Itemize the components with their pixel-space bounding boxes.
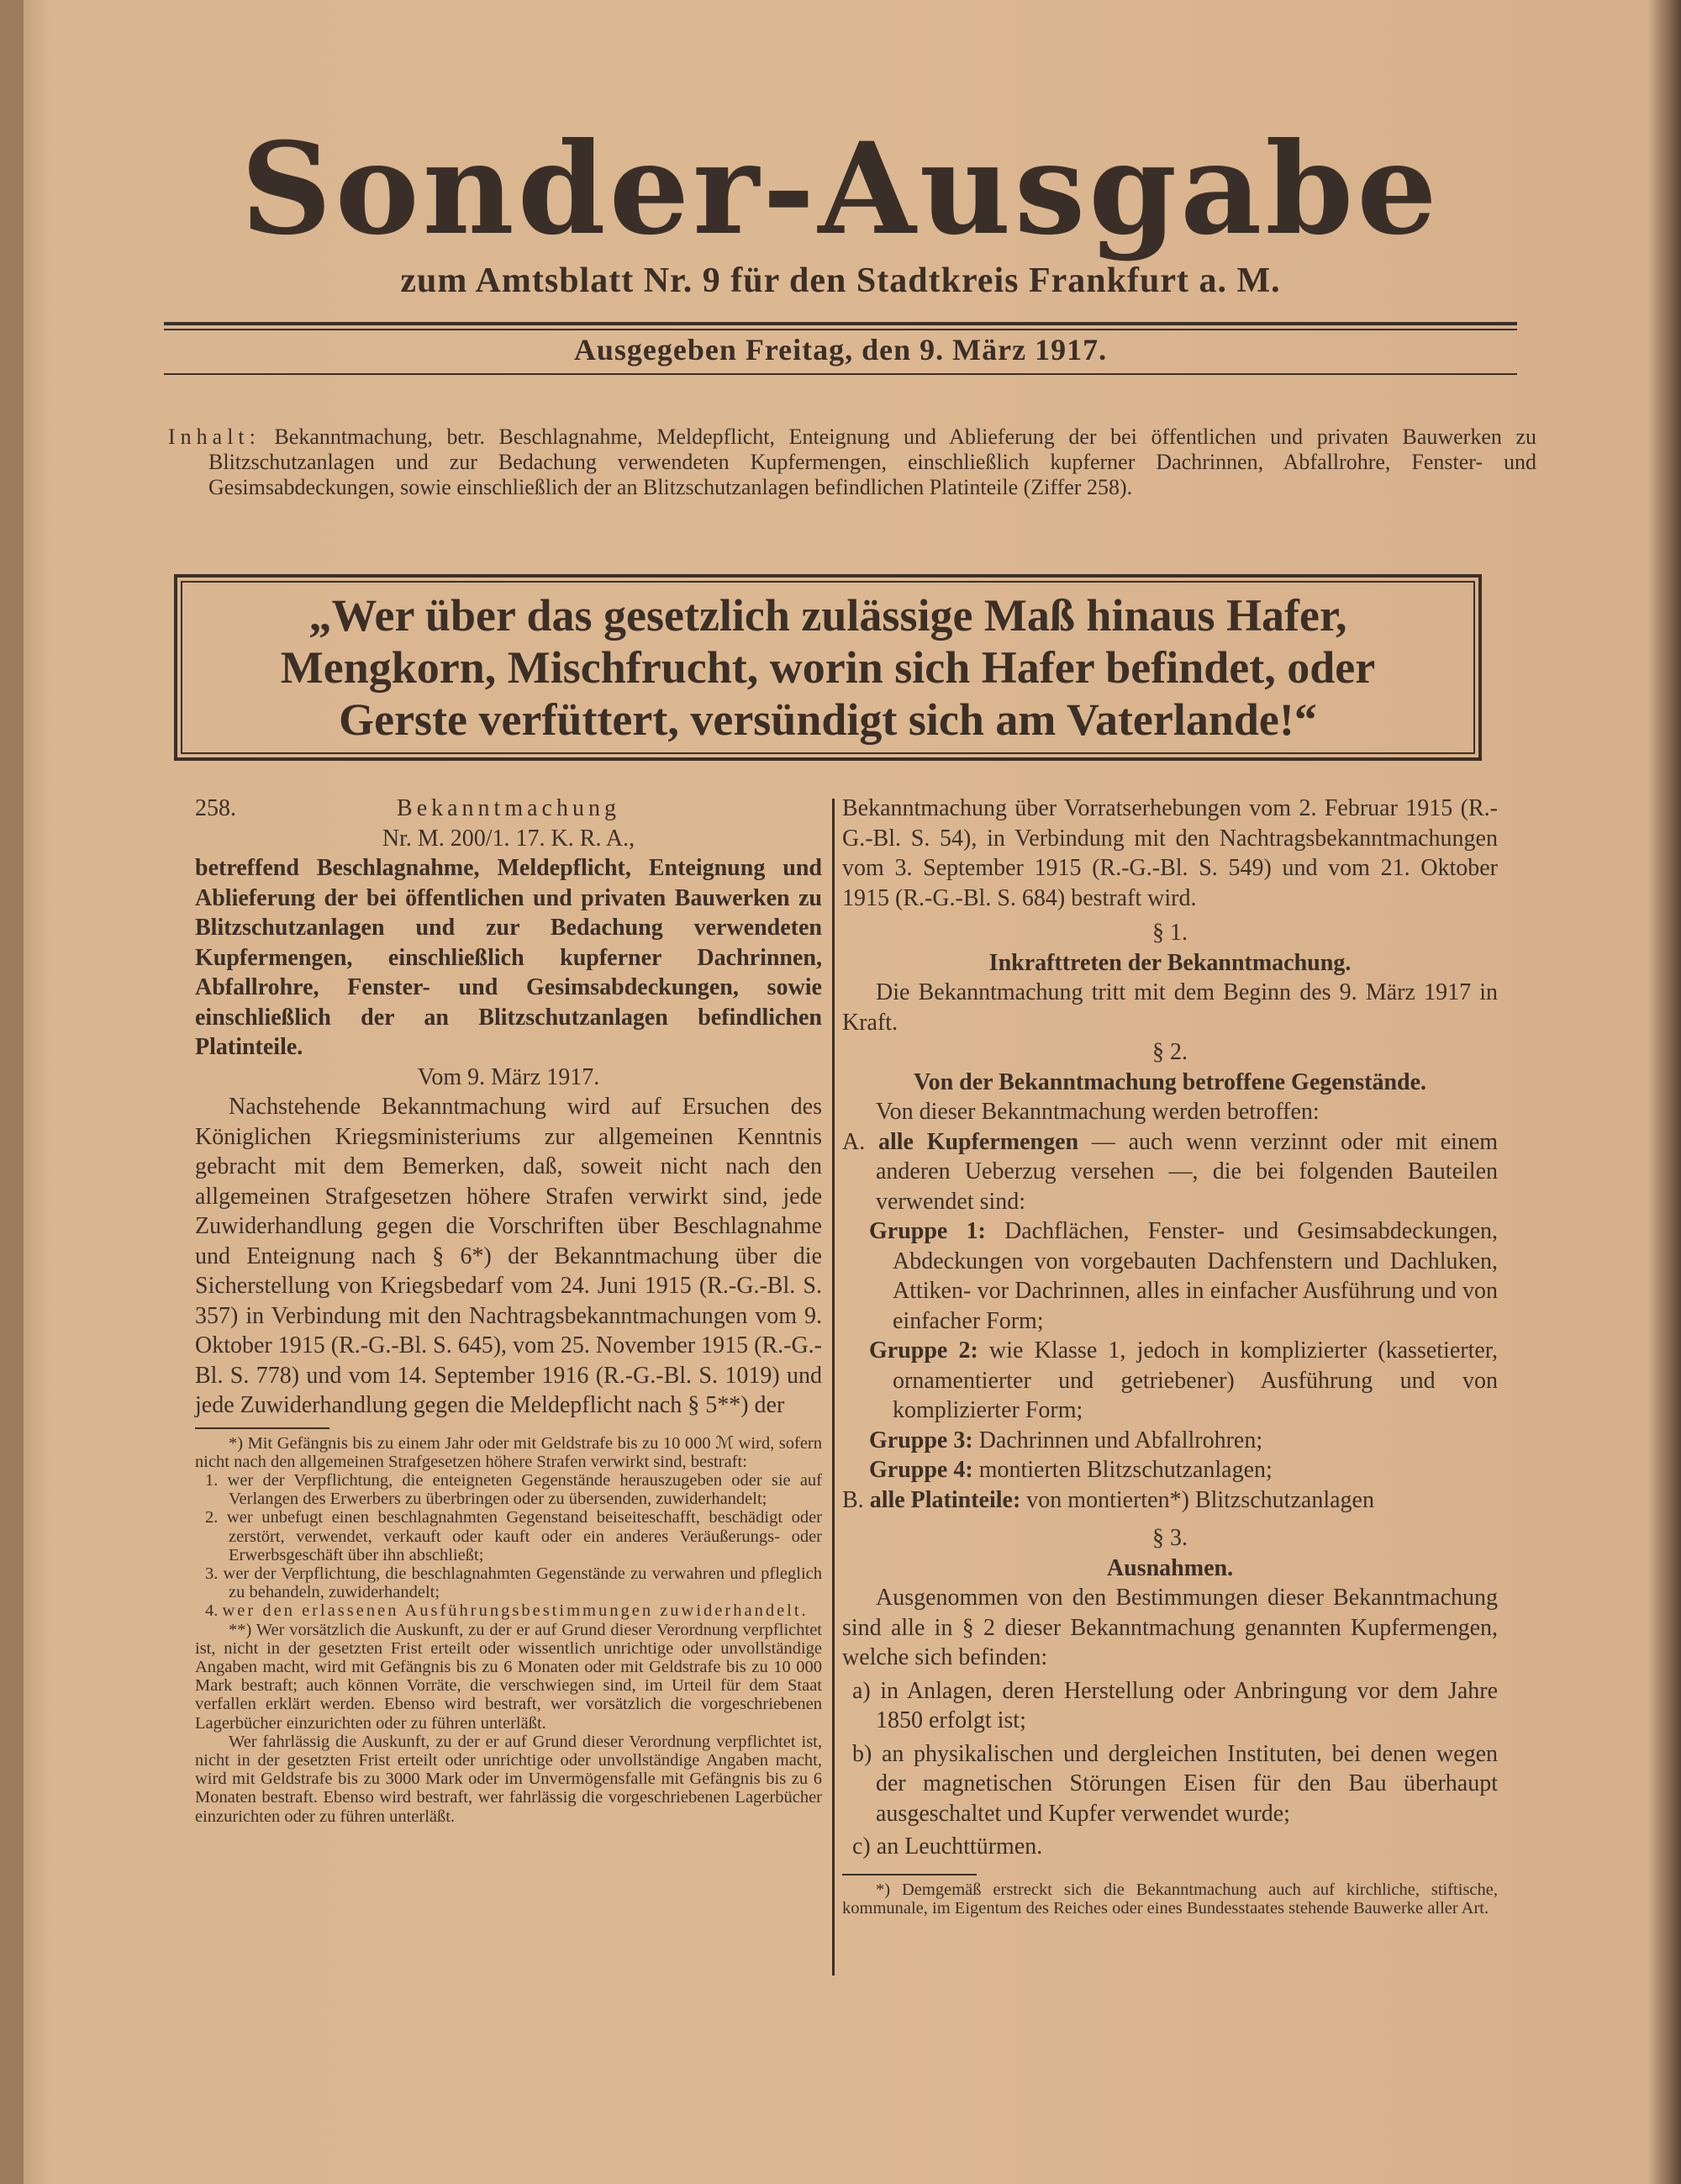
group-label: Gruppe 1: [869,1218,986,1244]
list-item-b [842,1485,1498,1516]
column-divider [832,799,835,1976]
notice-subject: betreffend Beschlagnahme, Meldepflicht, Enteignung und Ablieferung der bei öffentlichen und privaten Bauwerken zu Blitzschutzanlagen und zur Bedachung verwendeten Kupfermengen, einschließlich kupferner Dachrinnen, Abfallrohre, Fenster- und Gesimsabdeckungen, sowie einschließlich der an Blitzschutzanlagen befindlichen Platinteile. [195,855,822,1060]
group-label: Gruppe 3: [869,1427,973,1453]
quote-line: Gerste verfüttert, versündigt sich am Vaterlande!“ [339,694,1317,745]
section-intro: Von dieser Bekanntmachung werden betroffen: [876,1099,1320,1125]
book-binding-edge [0,0,24,2184]
footnote-1 [195,1434,822,1621]
group-text: Dachflächen, Fenster- und Gesimsabdeckungen, Abdeckungen von vorgebauten Dachfenstern und Dachluken, Attiken- vor Dachrinnen, alles in einfacher Ausführung und von einfacher Form; [893,1218,1498,1334]
exception-item [842,1676,1498,1736]
quote-box [174,574,1482,761]
group-label: Gruppe 2: [869,1337,978,1364]
footnote-intro: *) Mit Gefängnis bis zu einem Jahr oder mit Geldstrafe bis zu 10 000 ℳ wird, sofern nicht nach den allgemeinen Strafgesetzen höhere Strafen verwirkt sind, bestraft: [195,1433,822,1471]
list-item: in Anlagen, deren Herstellung oder Anbringung vor dem Jahre 1850 erfolgt ist; [876,1677,1498,1733]
footnote-rule [842,1874,977,1875]
list-label: A. [842,1128,866,1155]
page-title: Sonder-Ausgabe [240,115,1441,263]
list-item: wer der Verpflichtung, die beschlagnahmten Gegenstände zu verwahren und pfleglich zu behandeln, zuwiderhandelt; [223,1564,822,1602]
notice-date: Vom 9. März 1917. [417,1063,600,1090]
section-number: § 2. [1152,1039,1188,1065]
exception-item [842,1832,1498,1862]
footnote-paragraph: **) Wer vorsätzlich die Auskunft, zu der er auf Grund dieser Verordnung verpflichtet ist, nicht in der gesetzten Frist erteilt oder wissentlich unrichtige oder unvollständige Angaben macht, wird mit Gefängnis bis zu 6 Monaten oder mit Geldstrafe bis zu 10 000 Mark bestraft; auch können Vorräte, die verschwiegen sind, im Urteil für dem Staat verfallen erklärt werden. Ebenso wird bestraft, wer vorsätzlich die vorgeschriebenen Lagerbücher einzurichten oder zu führen unterläßt. [195,1620,822,1733]
notice-heading: Bekanntmachung [397,795,620,821]
section-intro: Ausgenommen von den Bestimmungen dieser Bekanntmachung sind alle in § 2 dieser Bekanntmachung genannten Kupfermengen, welche sich befinden: [842,1585,1498,1670]
group-text: Dachrinnen und Abfallrohren; [978,1427,1263,1453]
list-label: c) [852,1833,871,1860]
list-label: a) [852,1677,871,1704]
quote-line: Mengkorn, Mischfrucht, worin sich Hafer befindet, oder [280,642,1376,693]
item-number: 258. [195,795,236,821]
group-item [842,1455,1498,1485]
right-column [842,794,1498,1918]
list-item-a [842,1127,1498,1217]
list-item: wer den erlassenen Ausführungsbestimmungen zuwiderhandelt. [222,1601,809,1621]
section-title: Inkrafttreten der Bekanntmachung. [988,949,1352,976]
list-item: wer unbefugt einen beschlagnahmten Gegenstand beiseiteschafft, beschädigt oder zerstört, verwendet, verkauft oder kauft oder ein anderes Veräußerungs- oder Erwerbsgeschäft über ihn abschließt; [226,1508,823,1564]
list-label: b) [852,1740,872,1767]
group-label: Gruppe 4: [869,1457,973,1483]
list-text: — auch wenn verzinnt oder mit einem anderen Ueberzug versehen —, die bei folgenden Bauteilen verwendet sind: [876,1128,1499,1215]
footnote-rule [195,1427,329,1429]
list-item: wer der Verpflichtung, die enteigneten Gegenstände herauszugeben oder sie auf Verlangen des Erwerbers zu überbringen oder zu übersenden, zuwiderhandelt; [227,1470,823,1509]
section-number: § 1. [1152,920,1188,946]
section-text: Die Bekanntmachung tritt mit dem Beginn des 9. März 1917 in Kraft. [842,979,1498,1036]
contents-label: Inhalt: [168,425,261,449]
group-item [842,1336,1498,1426]
section-title: Von der Bekanntmachung betroffene Gegenstände. [913,1068,1427,1095]
continuation-text: Bekanntmachung über Vorratserhebungen vom 2. Februar 1915 (R.-G.-Bl. S. 54), in Verbindung mit den Nachtragsbekanntmachungen vom 3. September 1915 (R.-G.-Bl. S. 549) und vom 21. Oktober 1915 (R.-G.-Bl. S. 684) bestraft wird. [842,795,1498,911]
exception-item [842,1739,1498,1829]
list-label: B. [842,1486,864,1513]
list-number: 4. [205,1601,219,1621]
list-lead: alle Kupfermengen [877,1128,1079,1155]
group-item [842,1426,1498,1456]
divider [164,322,1517,325]
notice-reference: Nr. M. 200/1. 17. K. R. A., [382,825,635,852]
divider [164,329,1517,330]
group-item [842,1216,1498,1336]
list-item: an physikalischen und dergleichen Instituten, bei denen wegen der magnetischen Störungen Eisen für den Bau überhaupt ausgeschaltet und Kupfer verwendet wurde; [876,1740,1498,1827]
page-subtitle: zum Amtsblatt Nr. 9 für den Stadtkreis Frankfurt a. M. [400,261,1281,300]
divider [164,373,1517,375]
notice-body: Nachstehende Bekanntmachung wird auf Ersuchen des Königlichen Kriegsministeriums zur allgemeinen Kenntnis gebracht mit dem Bemerken, daß, soweit nicht nach den allgemeinen Strafgesetzen höhere Strafen verwirkt sind, jede Zuwiderhandlung gegen die Vorschriften über Beschlagnahme und Enteignung nach § 6*) der Bekanntmachung über die Sicherstellung von Kriegsbedarf vom 24. Juni 1915 (R.-G.-Bl. S. 357) in Verbindung mit den Nachtragsbekanntmachungen vom 9. Oktober 1915 (R.-G.-Bl. S. 645), vom 25. November 1915 (R.-G.-Bl. S. 778) und vom 14. September 1916 (R.-G.-Bl. S. 1019) und jede Zuwiderhandlung gegen die Meldepflicht nach § 5**) der [195,1094,822,1418]
group-text: wie Klasse 1, jedoch in komplizierter (kassetierter, ornamentierter und getriebener) Ausführung und von komplizierter Form; [893,1337,1498,1423]
list-text: von montierten*) Blitzschutzanlagen [1026,1486,1374,1513]
section-title: Ausnahmen. [1106,1554,1234,1581]
footnote-paragraph: Wer fahrlässig die Auskunft, zu der er auf Grund dieser Verordnung verpflichtet ist, nicht in der gesetzten Frist erteilt oder unrichtige oder unvollständige Angaben macht, wird mit Geldstrafe bis zu 3000 Mark oder im Unvermögensfalle mit Gefängnis bis zu 6 Monaten bestraft. Ebenso wird bestraft, wer fahrlässig die vorgeschriebenen Lagerbücher einzurichten oder zu führen unterläßt. [195,1732,822,1826]
footnote-2 [195,1621,822,1826]
list-number: 1. [205,1470,219,1490]
section-number: § 3. [1152,1525,1188,1551]
list-number: 2. [205,1508,219,1527]
footnote: *) Demgemäß erstreckt sich die Bekanntmachung auch auf kirchliche, stiftische, kommunale, im Eigentum des Reiches oder eines Bundesstaates stehende Bauwerke aller Art. [842,1880,1498,1918]
issue-date: Ausgegeben Freitag, den 9. März 1917. [573,333,1108,367]
left-column [195,794,822,1826]
table-of-contents [168,425,1536,500]
list-lead: alle Platinteile: [869,1486,1021,1513]
list-number: 3. [205,1564,219,1583]
quote-line: „Wer über das gesetzlich zulässige Maß hinaus Hafer, [308,590,1347,641]
contents-text: Bekanntmachung, betr. Beschlagnahme, Meldepflicht, Enteignung und Ablieferung der bei öffentlichen und privaten Bauwerken zu Blitzschutzanlagen und zur Bedachung verwendeten Kupfermengen, einschließlich kupferner Dachrinnen, Abfallrohre, Fenster- und Gesimsabdeckungen, sowie einschließlich der an Blitzschutzanlagen befindlichen Platinteile (Ziffer 258). [208,425,1536,499]
group-text: montierten Blitzschutzanlagen; [978,1457,1273,1483]
list-item: an Leuchttürmen. [876,1833,1043,1860]
